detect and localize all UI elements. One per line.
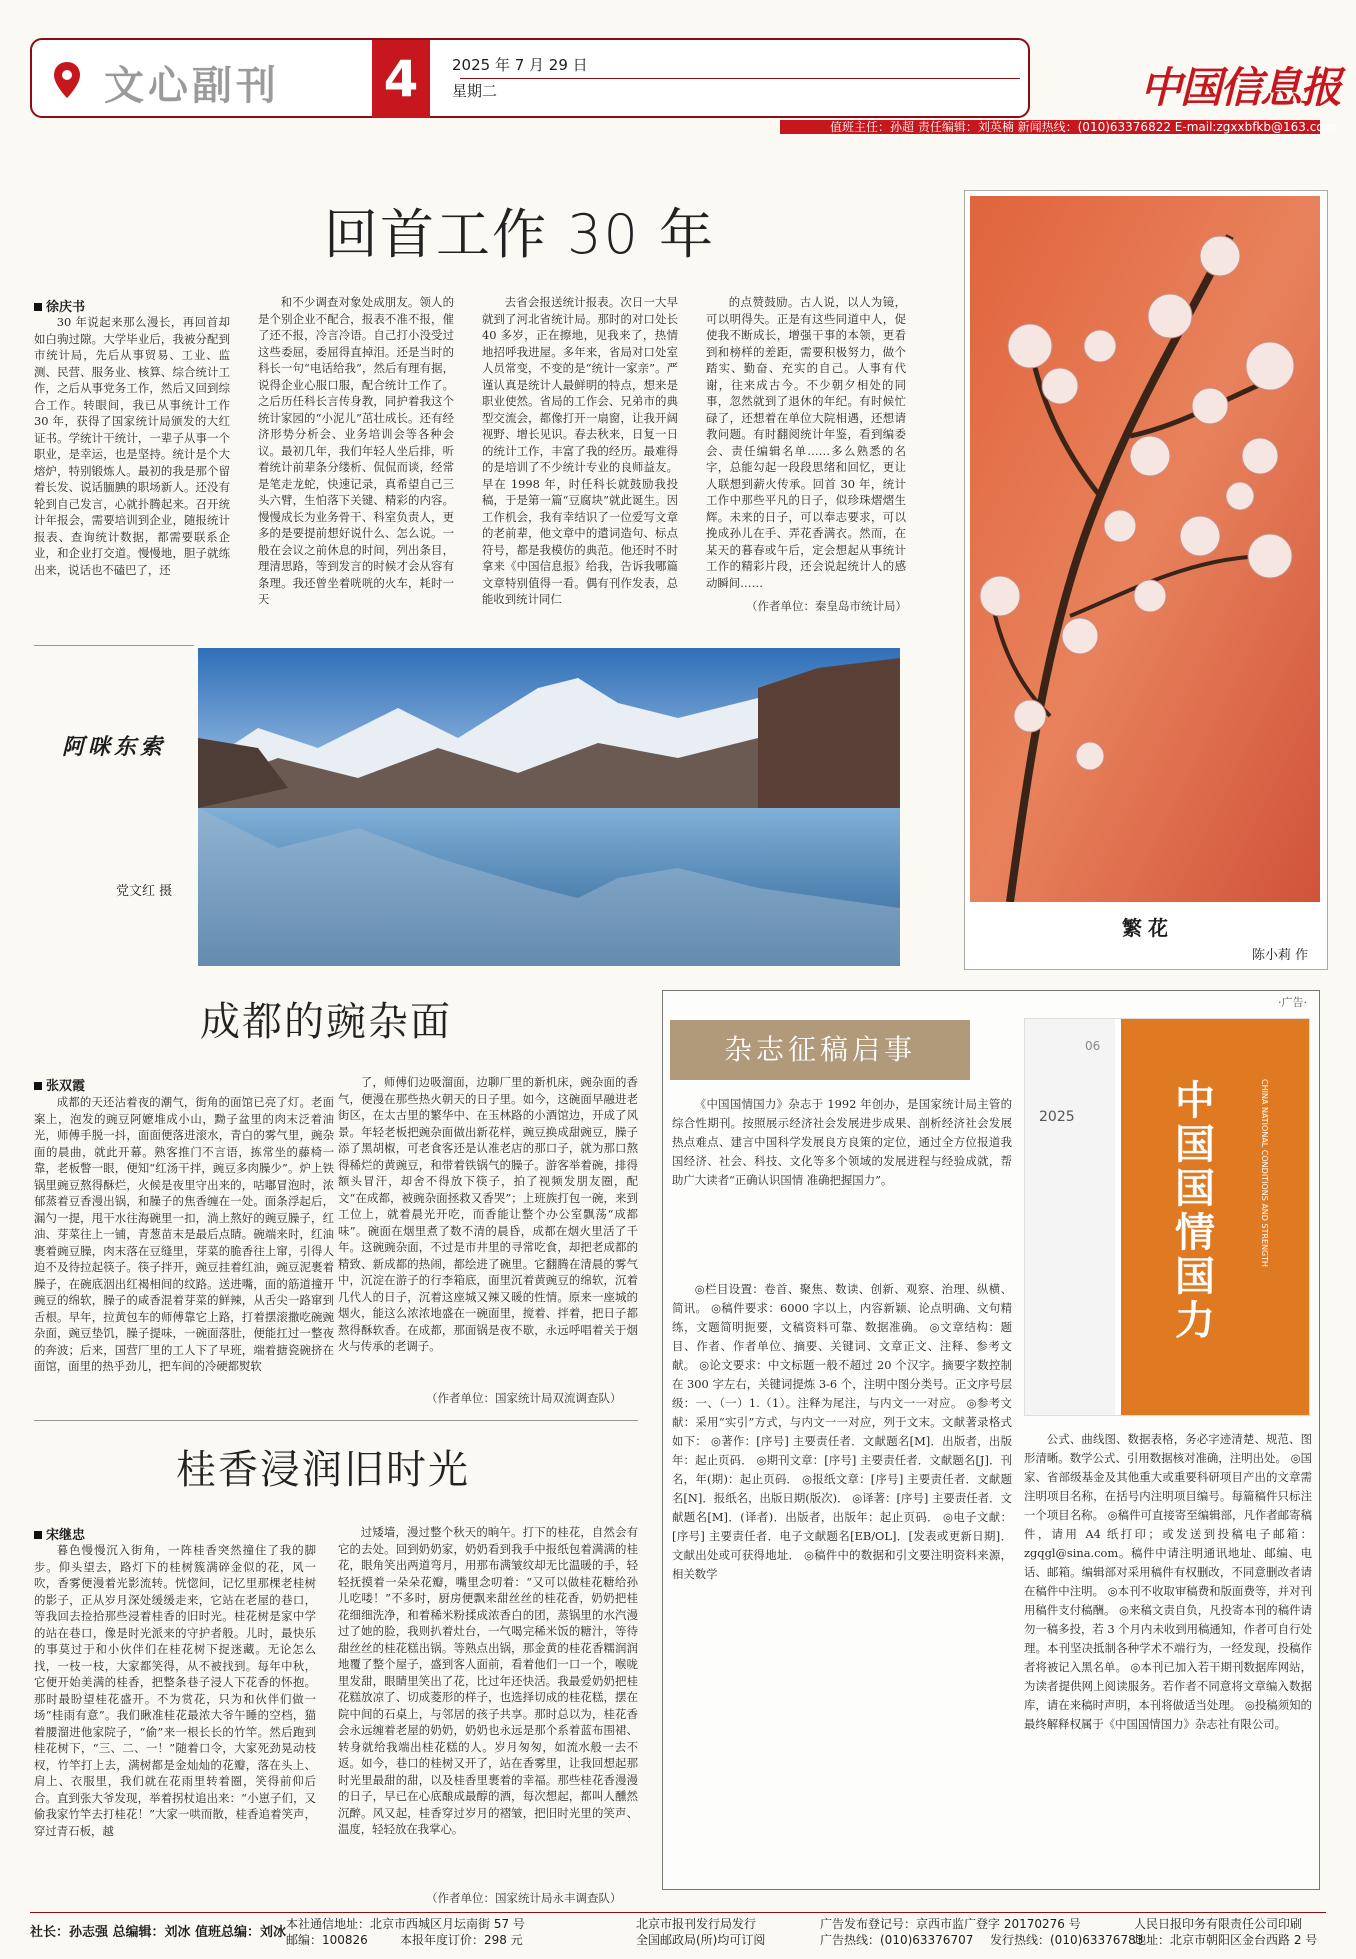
article3-title: 桂香浸润旧时光 bbox=[176, 1447, 470, 1493]
magnolia-painting bbox=[970, 196, 1320, 902]
cover-issue: 06 bbox=[1085, 1039, 1101, 1053]
article1-title: 回首工作 30 年 bbox=[324, 203, 716, 266]
article1-author-unit: （作者单位：秦皇岛市统计局） bbox=[746, 599, 907, 613]
article1-column-1: 30 年说起来那么漫长，再回首却如白驹过隙。大学毕业后，我被分配到市统计局，先后从事贸易、工业、监测、民营、服务业、核算、综合统计工作，之后从事党务工作，然后又回到综合工作。转眼间，我已从事统计工作 30 年，获得了国家统计局颁发的大红证书。学统计干统计，一辈子从事一个职业，是幸运，也是坚持。统计是个大熔炉，特别锻炼人。最初的我是那个留着长发、说话腼腆的职场新人。还没有轮到自己发言，心就扑腾起来。召开统计年报会，需要培训到企业，随报统计报表、查询统计数据，都需要联系企业，和企业打交道。慢慢地，胆子就练出来，说话也不磕巴了，还 bbox=[34, 315, 230, 577]
cover-subtitle: CHINA NATIONAL CONDITIONS AND STRENGTH bbox=[1260, 1079, 1269, 1267]
ad-label: ·广告· bbox=[1278, 996, 1307, 1009]
article2-author: 张双霞 bbox=[34, 1075, 85, 1094]
magazine-cover bbox=[1024, 1018, 1310, 1416]
photo-title: 阿咪东索 bbox=[62, 734, 167, 760]
header-divider bbox=[460, 78, 1020, 79]
article1-column-3: 去省会报送统计报表。次日一大早就到了河北省统计局。那时的对口处长 40 多岁，正在擦地，见我来了，热情地招呼我进屋。多年来，省局对口处室人员常变，不变的是“统计一家亲”。严谨认真是统计人最鲜明的特点，想来是职业使然。省局的工作会、兄弟市的典型交流会，都像打开一扇窗，让我开阔视野、增长见识。春去秋来，日复一日的统计工作，丰富了我的经历。最难得的是培训了不少统计专业的良师益友。早在 1998 年，时任科长就鼓励我投稿，于是第一篇“豆腐块”就此诞生。因工作机会，我有幸结识了一位爱写文章的老前辈，他文章中的遣词造句、标点符号，都是我模仿的典范。他还时不时拿来《中国信息报》给我，告诉我哪篇文章特别值得一看。偶有刊作发表，总能收到统计同仁 bbox=[482, 295, 678, 606]
ad-intro: 《中国国情国力》杂志于 1992 年创办，是国家统计局主管的综合性期刊。按照展示经济社会发展进步成果、剖析经济社会发展热点难点、建言中国科学发展良方良策的定位，通过全方位报道我国经济、社会、科技、文化等多个领域的发展进程与经验成就，帮助广大读者“正确认识国情 准确把握国力”。 bbox=[672, 1097, 1012, 1187]
article3-author: 宋继忠 bbox=[34, 1524, 85, 1543]
painting-credit: 陈小莉 作 bbox=[1252, 948, 1309, 963]
newspaper-logo: 中国信息报 bbox=[1140, 63, 1341, 112]
footer-publisher: 社长：孙志强 总编辑：刘冰 值班总编：刘冰 bbox=[30, 1925, 287, 1940]
footer-printer-address: 地址：北京市朝阳区金台西路 2 号 bbox=[1134, 1933, 1318, 1947]
page-number: 4 bbox=[372, 40, 430, 118]
footer-printer: 人民日报印务有限责任公司印刷 bbox=[1134, 1917, 1303, 1931]
footer-distributor: 北京市报刊发行局发行 bbox=[636, 1917, 757, 1931]
section-name: 文心副刊 bbox=[104, 62, 280, 109]
footer-distribution-phone: 发行热线：(010)63376783 bbox=[990, 1933, 1144, 1947]
photo-credit: 党文红 摄 bbox=[116, 884, 173, 899]
issue-weekday: 星期二 bbox=[452, 82, 498, 100]
article3-column-1: 暮色慢慢沉入街角，一阵桂香突然撞住了我的脚步。仰头望去，路灯下的桂树簇满碎金似的花，风一吹，香雾便漫着光影流转。恍惚间，记忆里那棵老桂树的影子，正从岁月深处缓缓走来，它站在老屋的巷口，等我回去捡拾那些浸着桂香的旧时光。桂花树是家中学的站在巷口，像是时光派来的守护者般。儿时，最快乐的事莫过于和小伙伴们在桂花树下捉迷藏。无论怎么找，一枝一枝，大家都笑得，从不被找到。每年中秋，它便开始美满的桂香，把整条巷子浸人下花香的怀抱。那时最盼望桂花盛开。不为赏花，只为和伙伴们做一场“桂雨有意”。我们瞅准桂花最浓大爷午睡的空档，猫着腰溜进他家院子，“偷”来一根长长的竹竿。然后跑到桂花树下，“三、二、一！”随着口令，大家死劲晃动枝杈，竹竿打上去，满树都是金灿灿的花瓣，落在头上、肩上、衣服里，我们就在花雨里转着圈，笑得前仰后合。直到张大爷发现，举着拐杖追出来：“小崽子们，又偷我家竹竿去打桂花！”大家一哄而散，桂香追着笑声，穿过青石板，越 bbox=[34, 1543, 316, 1838]
footer bbox=[30, 1912, 1326, 1948]
article3-column-2: 过矮墙，漫过整个秋天的晌午。打下的桂花，自然会有它的去处。回到奶奶家，奶奶看到我手中报纸包着满满的桂花，眼角笑出两道弯月，用那布满皱纹却无比温暖的手，轻轻抚摸着一朵朵花瓣，嘴里念叨着：“又可以做桂花糖给孙儿吃喽！”不多时，厨房便飘来甜丝丝的桂花香，奶奶把桂花细细洗净，和着稀米粉揉成浓香白的团，蒸锅里的水汽漫过了她的脸，我则扒着灶台，一气喝完稀米饭的糖汁，等待甜丝丝的桂花糕出锅。等熟点出锅，那金黄的桂花香糯润润地覆了整个屋子，盛到客人面前，看着他们一口一个，喉咙里发甜，眼睛里笑出了花，比过年还快活。我最爱奶奶把桂花糕放凉了、切成菱形的样子，也选择切成的桂花糕，摆在院中间的石桌上，与邻居的孩子共享。那时总以为，桂花香会永远缠着老屋的奶奶，奶奶也永远是那个系着蓝布围裙、转身就给我端出桂花糕的人。岁月匆匆，如流水般一去不返。如今，巷口的桂树又开了，站在香雾里，让我回想起那时光里最甜的甜，以及桂香里裹着的幸福。那些桂花香漫漫的日子，早已在心底酿成最醇的酒，每次想起，都叫人醺然沉醉。风又起，桂香穿过岁月的褶皱，把旧时光里的笑声、温度，轻轻放在我掌心。 bbox=[338, 1525, 638, 1836]
footer-postcode: 邮编：100826 bbox=[286, 1933, 368, 1947]
location-pin-icon bbox=[52, 60, 82, 100]
issue-date: 2025 年 7 月 29 日 bbox=[452, 56, 588, 74]
ad-column-left: ◎栏目设置：卷首、聚焦、数读、创新、观察、治理、纵横、简讯。 ◎稿件要求：6000 字以上，内容新颖、论点明确、文句精练，文题简明扼要，文稿资料可靠、数据准确。 ◎文章结构：题目、作者、作者单位、摘要、关键词、文章正文、注释、参考文献。 ◎论文要求：中文标题一般不超过 20 个汉字。摘要字数控制在 300 字左右，关键词提炼 3-6 个，注明中图分类号。正文序号层级：一、（一）1.（1）。注释为尾注，与内文一一对应。 ◎参考文献：采用“实引”方式，与内文一一对应，列于文末。文献著录格式如下： ◎著作：[序号] 主要责任者．文献题名[M]．出版者，出版年：起止页码． ◎期刊文章：[序号] 主要责任者．文献题名[J]．刊名，年(期)：起止页码． ◎报纸文章：[序号] 主要责任者．文献题名[N]．报纸名，出版日期(版次)． ◎译著：[序号] 主要责任者．文献题名[M]．(译者)．出版者，出版年：起止页码． ◎电子文献：[序号] 主要责任者．电子文献题名[EB/OL]．[发表或更新日期]．文献出处或可获得地址． ◎稿件中的数据和引文要注明资料来源，相关数学 bbox=[672, 1282, 1012, 1581]
article1-author: 徐庆书 bbox=[34, 296, 85, 315]
article2-author-unit: （作者单位：国家统计局双流调查队） bbox=[426, 1391, 622, 1405]
article3-author-unit: （作者单位：国家统计局永丰调查队） bbox=[426, 1891, 622, 1905]
article2-title: 成都的豌杂面 bbox=[200, 999, 452, 1045]
footer-price: 本报年度订价：298 元 bbox=[400, 1933, 523, 1947]
landscape-photo bbox=[198, 648, 900, 966]
rule bbox=[34, 645, 194, 646]
ad-column-right: 公式、曲线图、数据表格，务必字迹清楚、规范、图形清晰。数学公式、引用数据核对准确，注明出处。 ◎国家、省部级基金及其他重大或重要科研项目产出的文章需注明项目名称，在括号内注明项目编号。每篇稿件只标注一个项目名称。 ◎稿件可直接寄至编辑部，凡作者邮寄稿件，请用 A4 纸打印；或发送到投稿电子邮箱：zgqgl@sina.com。稿件中请注明通讯地址、邮编、电话、邮箱。编辑部对采用稿件有权删改，不同意删改者请在稿件中注明。 ◎本刊不收取审稿费和版面费等，并对刊用稿件支付稿酬。 ◎来稿文责自负，凡投寄本刊的稿件请勿一稿多投，若 3 个月内未收到用稿通知，作者可自行处理。本刊坚决抵制各种学术不端行为，一经发现，投稿作者将被记入黑名单。 ◎本刊已加入若干期刊数据库网站，为读者提供网上阅读服务。若作者不同意将文章编入数据库，请在来稿时声明，本刊将做适当处理。 ◎投稿须知的最终解释权属于《中国国情国力》杂志社有限公司。 bbox=[1024, 1432, 1312, 1731]
article2-column-2: 了，师傅们边吸溜面，边聊厂里的新机床，豌杂面的香气，便漫在那些热火朝天的日子里。如今，这碗面早融进老街区，在太古里的繁华中、在玉林路的小酒馆边，开成了风景。年轻老板把豌杂面做出新花样，豌豆换成甜豌豆，臊子添了黑胡椒，可老食客还是认准老店的那口子，就为那口熬得稀烂的黄豌豆，和带着铁锅气的臊子。游客举着碗，排得额头冒汗，却舍不得放下筷子，拍了视频发朋友圈，配文“在成都，被豌杂面拯救又香哭”；上班族打包一碗，来到工位上，就着晨光开吃，而香能让整个办公室飘荡“成都味”。碗面在烟里煮了数不清的晨昏，成都在烟火里活了千年。这碗豌杂面，不过是市井里的寻常吃食，却把老成都的精致、新成都的热闹，都绘进了碗里。它翻腾在清晨的雾气中，沉淀在游子的行李箱底，面里沉着黄豌豆的绵软，沉着几代人的日子，沉着这座城又辣又暖的性情。原来一座城的烟火，能这么浓浓地盛在一碗面里，搅着、拌着，把日子都熬得酥软香。在成都，那面锅是夜不歇，永远呼唱着关于烟火与传承的老调子。 bbox=[338, 1075, 638, 1353]
cover-title: 中国国情国力 bbox=[1175, 1078, 1215, 1344]
article1-column-4: 的点赞鼓励。古人说，以人为镜，可以明得失。正是有这些同道中人，促使我不断成长，增强干事的本领，更看到和榜样的差距，需要积极努力，做个踏实、勤奋、充实的自己。人事有代谢，往来成古今。不少朝夕相处的同事，忽然就到了退休的年纪。有时候忙碌了，还想着在单位大院相遇，还想请教问题。有时翻阅统计年鉴，看到编委会、责任编辑名单……多么熟悉的名字，总能勾起一段段思绪和回忆，更让人联想到薪火传承。回首 30 年，统计工作中那些平凡的日子，似珍珠熠熠生辉。未来的日子，可以奉志要求，可以挽成孙儿在手、弄花香满衣。然而，在某天的暮春或午后，定会想起从事统计工作的精彩片段，还会说起统计人的感动瞬间…… bbox=[706, 295, 906, 590]
cover-year: 2025 bbox=[1039, 1109, 1075, 1125]
ad-heading: 杂志征稿启事 bbox=[670, 1020, 970, 1080]
article2-column-1: 成都的天还沾着夜的潮气，街角的面馆已亮了灯。老面案上，泡发的豌豆阿嬷堆成小山，黝子盆里的肉末泛着油光，师傅手脱一抖，面面便落进滚水，青白的雾气里，豌杂面的晨曲，就此开幕。熟客推门不言语，拣常坐的藤椅一靠，老板瞥一眼，便知“红汤干拌，豌豆多肉臊少”。炉上铁锅里豌豆熬得酥烂，火候是夜里守出来的，咕嘟冒泡时，浓郁蒸着豆香漫出锅，和臊子的焦香缠在一处。面条浮起后，漏勺一提，甩干水往海碗里一扣，淌上熬好的豌豆臊子，红油、芽菜往上一铺，青葱苗末是最后点睛。碗端来时，红油裹着豌豆臊，肉末落在豆缝里，芽菜的脆香往上窜，引得人迫不及待拉起筷子。筷子拌开，豌豆挂着红油，豌豆泥裹着臊子，在碗底洇出红褐相间的纹路。送进嘴，面的筋道撞开豌豆的绵软，臊子的咸香混着芽菜的鲜辣，从舌尖一路窜到舌根。早年，拉黄包车的师傅靠它上路，打着摆滚撒吃碗豌杂面，豌豆垫饥，臊子提味，一碗面落肚，便能扛过一整夜的奔波；后来，国营厂里的工人下了早班，端着搪瓷碗挤在面馆，面里的热乎劲儿，把车间的冷硬都熨软 bbox=[34, 1095, 334, 1373]
footer-ad-license: 广告发布登记号：京西市监广登字 20170276 号 bbox=[820, 1917, 1081, 1931]
footer-subscription: 全国邮政局(所)均可订阅 bbox=[636, 1933, 766, 1947]
editor-info: 值班主任：孙超 责任编辑：刘英楠 新闻热线：(010)63376822 E-mail:zgxxbfkb@163.com bbox=[830, 120, 1336, 134]
article1-column-2: 和不少调查对象处成朋友。领人的是个别企业不配合，报表不准不报，催了还不报，冷言冷语。自己打小没受过这些委屈，委屈得直掉泪。还是当时的科长一句“电话给我”，然后有理有据，说得企业心服口服，配合统计工作了。之后历任科长言传身教，同护着我这个统计家园的“小泥儿”茁壮成长。还有经济形势分析会、业务培训会等各种会议。最初几年，我们年轻人坐后排，听着统计前辈条分缕析、侃侃而谈，经常是笔走龙蛇，快速记录，真希望自己三头六臂，生怕落下关键、精彩的内容。慢慢成长为业务骨干、科室负责人，更多的是要提前想好说什么、怎么说。一般在会议之前休息的时间，列出条目，理清思路，等到发言的时候才会从容有条理。我还曾坐着咣咣的火车，耗时一天 bbox=[258, 295, 454, 606]
footer-address: 本社通信地址：北京市西城区月坛南街 57 号 bbox=[286, 1917, 525, 1931]
painting-title: 繁花 bbox=[1122, 916, 1174, 940]
footer-ad-phone: 广告热线：(010)63376707 bbox=[820, 1933, 974, 1947]
cover-left-panel bbox=[1025, 1019, 1115, 1416]
rule bbox=[34, 1420, 638, 1421]
